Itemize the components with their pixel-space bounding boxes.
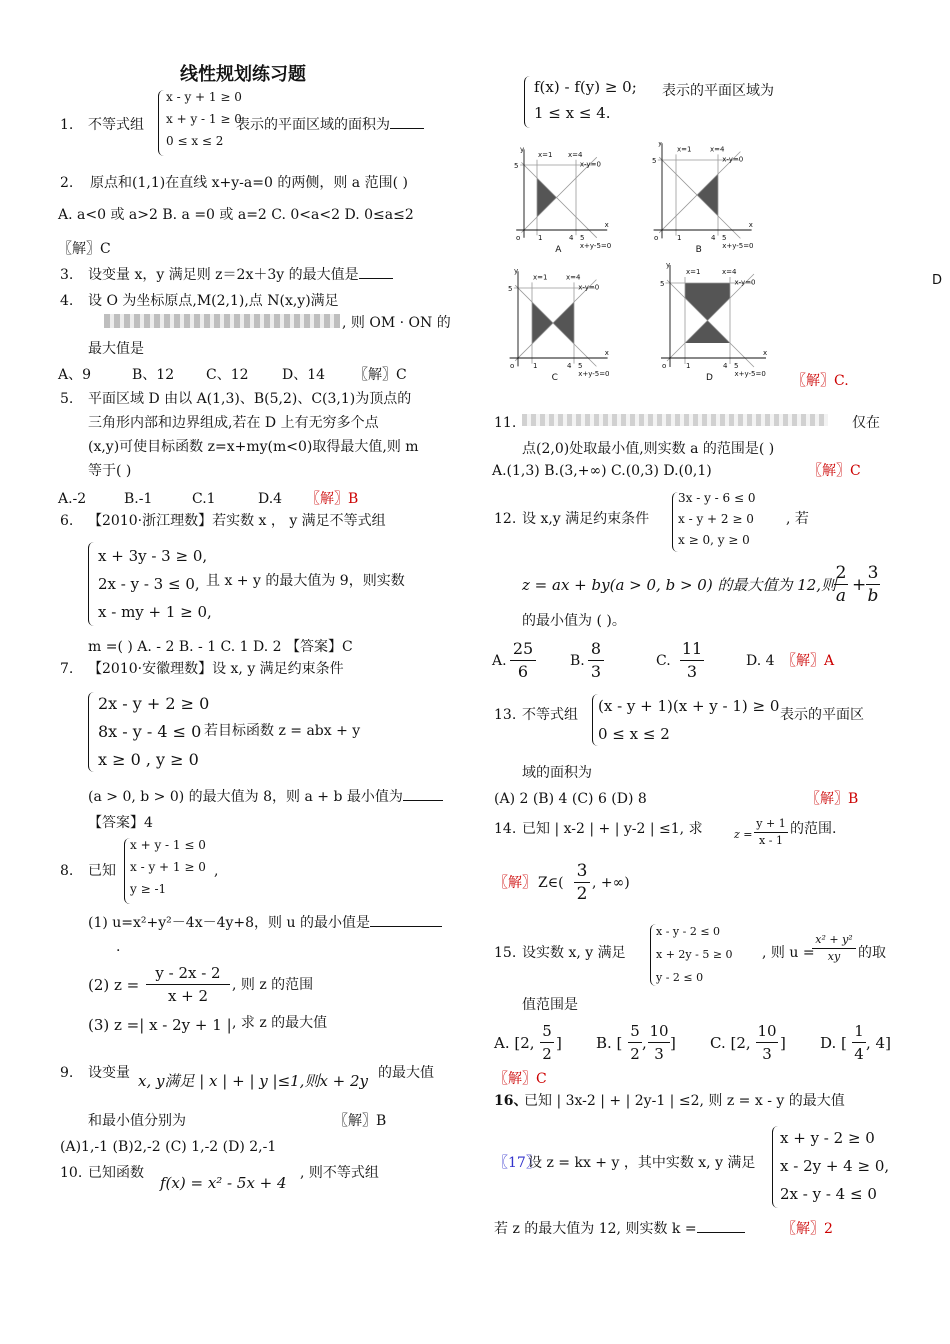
x-axis-label: x xyxy=(604,349,609,357)
q2-text: 原点和(1,1)在直线 x+y-a=0 的两侧，则 a 范围( ) xyxy=(90,175,408,191)
label-x1: x=1 xyxy=(686,268,701,276)
q15-number: 15. xyxy=(494,945,517,961)
graph-c xyxy=(490,262,624,386)
q15-option-b-fraction2: $\frac{10}{3}$ xyxy=(649,1022,669,1063)
x-axis-label: x xyxy=(604,221,609,229)
q14-answer-fraction: $\frac{3}{2}$ xyxy=(574,860,590,905)
tick-label-4: 4 xyxy=(723,362,728,370)
label-x4: x=4 xyxy=(568,151,583,160)
q11-number: 11. xyxy=(494,415,517,431)
q15-answer: 〖解〗C xyxy=(494,1071,547,1087)
origin-label: o xyxy=(654,234,659,242)
q7-head: 【2010·安徽理数】设 x, y 满足约束条件 xyxy=(88,661,344,677)
line-x-plus-y-5 xyxy=(659,157,740,238)
tick-label-1: 1 xyxy=(533,362,538,370)
q15-option-a-label: A. [2, xyxy=(494,1034,535,1052)
q5-line4: 等于( ) xyxy=(88,463,132,479)
q15-option-c-fraction: $\frac{10}{3}$ xyxy=(757,1022,777,1063)
q12-fraction-a: $\frac{2}{a}$ xyxy=(835,563,847,606)
line-x-minus-y xyxy=(659,152,740,233)
region-fill xyxy=(532,302,553,344)
q14-post: 的范围. xyxy=(790,821,837,837)
q12-system: 3x - y - 6 ≤ 0 x - y + 2 ≥ 0 x ≥ 0, y ≥ 0 xyxy=(678,491,756,547)
tick-label-5: 5 xyxy=(578,362,583,370)
line-x-minus-y xyxy=(521,157,596,232)
q7-system: 2x - y + 2 ≥ 0 8x - y - 4 ≤ 0 x ≥ 0 , y ≥ 0 xyxy=(98,694,210,769)
q1-tail: 表示的平面区域的面积为 xyxy=(236,116,424,134)
graph-a xyxy=(496,142,624,254)
q5-option-c: C.1 xyxy=(192,491,216,507)
q8-part3-expr: (3) z =| x - 2y + 1 | xyxy=(88,1016,232,1034)
q8-pre: 已知 xyxy=(88,863,116,879)
tick-label-5: 5 xyxy=(722,234,727,242)
x-axis-label: x xyxy=(748,221,753,229)
q8-part1: (1) u=x²+y²－4x－4y+8，则 u 的最小值是 xyxy=(88,914,442,932)
q15-option-b-comma: , xyxy=(642,1034,647,1052)
q10-brace xyxy=(524,76,532,128)
label-x-minus-y: x-y=0 xyxy=(578,283,600,292)
q17-system: x + y - 2 ≥ 0 x - 2y + 4 ≥ 0, 2x - y - 4 ≤ 0 xyxy=(780,1129,890,1203)
q11-line2: 点(2,0)处取最小值,则实数 a 的范围是( ) xyxy=(522,441,775,457)
tick-label-y5: 5 xyxy=(514,162,519,170)
q4-option-d: D、14 xyxy=(282,367,326,383)
graph-d xyxy=(636,262,786,386)
q5-line3: (x,y)可使目标函数 z=x+my(m<0)取得最大值,则 m xyxy=(88,439,419,455)
q8-post: , xyxy=(214,863,219,879)
q15-option-d-label: D. [ xyxy=(820,1034,847,1052)
q14-z: z = xyxy=(734,828,753,841)
y-axis-label: y xyxy=(666,262,671,269)
q5-number: 5. xyxy=(60,391,74,407)
q12-fraction-b: $\frac{3}{b}$ xyxy=(867,563,879,606)
q12-post: , 若 xyxy=(786,511,809,527)
q13-pre: 不等式组 xyxy=(522,707,578,723)
line-x-plus-y-5 xyxy=(515,285,596,366)
region-fill xyxy=(685,321,730,344)
q15-option-a-fraction: $\frac{5}{2}$ xyxy=(540,1020,554,1065)
q15-fraction: $\frac{\text{x² + y²}}{xy}$ xyxy=(812,932,856,965)
label-x-plus-y-5: x+y-5=0 xyxy=(734,370,766,378)
q7-mid: 若目标函数 z = abx + y xyxy=(204,723,361,739)
q9-post: 的最大值 xyxy=(378,1065,434,1081)
region-fill xyxy=(697,174,718,216)
q5-answer: 〖解〗B xyxy=(306,491,359,507)
q9-options: (A)1,-1 (B)2,-2 (C) 1,-2 (D) 2,-1 xyxy=(60,1139,277,1155)
q12-option-a-label: A. xyxy=(492,653,507,669)
q15-option-c-label: C. [2, xyxy=(710,1034,751,1052)
q2-answer: 〖解〗C xyxy=(58,241,111,257)
q7-answer: 【答案】4 xyxy=(88,815,153,831)
y-axis-label: y xyxy=(658,142,663,148)
q5-option-d: D.4 xyxy=(258,491,283,507)
label-x-plus-y-5: x+y-5=0 xyxy=(579,242,612,250)
q14-text: 已知 | x-2 | + | y-2 | ≤1, 求 xyxy=(522,821,703,837)
page-title: 线性规划练习题 xyxy=(180,64,306,85)
q10-system: f(x) - f(y) ≥ 0; 1 ≤ x ≤ 4. xyxy=(534,78,637,122)
q4-blurred-system xyxy=(104,314,340,328)
q4-option-b: B、12 xyxy=(132,367,175,383)
q15-mid: , 则 u = xyxy=(762,945,815,961)
q11-blurred-system xyxy=(522,414,828,426)
q5-line2: 三角形内部和边界组成,若在 D 上有无穷多个点 xyxy=(88,415,379,431)
q4-text: 设 O 为坐标原点,M(2,1),点 N(x,y)满足 xyxy=(88,293,339,309)
q5-option-b: B.-1 xyxy=(124,491,153,507)
label-x-plus-y-5: x+y-5=0 xyxy=(722,242,754,250)
label-x-minus-y: x-y=0 xyxy=(579,160,601,169)
tick-label-1: 1 xyxy=(677,234,682,242)
q1-brace xyxy=(158,90,165,156)
q14-answer-label: 〖解〗 xyxy=(494,875,536,891)
tick-label-5: 5 xyxy=(580,234,585,242)
q1-system: x - y + 1 ≥ 0 x + y - 1 ≥ 0 0 ≤ x ≤ 2 xyxy=(166,90,242,148)
q10-text: 已知函数 xyxy=(88,1165,144,1181)
q9-expr: x, y满足 | x | + | y |≤1,则x + 2y xyxy=(138,1072,369,1090)
tick-label-y5: 5 xyxy=(652,157,657,165)
q12-option-a-fraction: $\frac{25}{6}$ xyxy=(510,638,536,683)
origin-label: o xyxy=(516,234,521,242)
q8-dot: . xyxy=(116,939,121,955)
q2-options: A. a<0 或 a>2 B. a =0 或 a=2 C. 0<a<2 D. 0≤a≤2 xyxy=(58,207,414,223)
tick-label-y5: 5 xyxy=(508,285,513,293)
q9-answer: 〖解〗B xyxy=(334,1113,387,1129)
q8-part2-label: (2) z = xyxy=(88,976,140,994)
graph-letter: C xyxy=(551,373,558,383)
q13-answer: 〖解〗B xyxy=(806,791,859,807)
label-x4: x=4 xyxy=(722,268,737,276)
q12-option-b-label: B. xyxy=(570,653,585,669)
q6-tail: m =( ) A. - 2 B. - 1 C. 1 D. 2 【答案】C xyxy=(88,639,353,655)
q17-answer: 〖解〗2 xyxy=(782,1221,833,1237)
q6-head: 【2010·浙江理数】若实数 x ， y 满足不等式组 xyxy=(88,513,386,529)
tick-label-5: 5 xyxy=(734,362,739,370)
label-x1: x=1 xyxy=(538,151,553,160)
label-x-minus-y: x-y=0 xyxy=(722,155,744,164)
q1-text: 不等式组 xyxy=(88,117,144,133)
q4-answer: 〖解〗C xyxy=(354,367,407,383)
q4-number: 4. xyxy=(60,293,74,309)
q15-option-c-close: ] xyxy=(780,1034,786,1052)
q14-fraction: $\frac{y + 1}{x - 1}$ xyxy=(754,816,788,849)
q6-brace xyxy=(88,542,96,626)
tick-label-4: 4 xyxy=(567,362,572,370)
q15-option-b-fraction1: $\frac{5}{2}$ xyxy=(628,1020,642,1065)
x-axis-label: x xyxy=(763,349,768,357)
tick-label-1: 1 xyxy=(686,362,691,370)
q10-number: 10. xyxy=(60,1165,83,1181)
q17-line2: 若 z 的最大值为 12, 则实数 k = xyxy=(494,1220,745,1238)
region-fill xyxy=(537,178,557,217)
q13-system: (x - y + 1)(x + y - 1) ≥ 0 0 ≤ x ≤ 2 xyxy=(598,697,780,743)
q8-part3-tail: , 求 z 的最大值 xyxy=(232,1015,328,1031)
q17-number: 〖17〗 xyxy=(494,1155,540,1171)
graph-b xyxy=(630,142,770,254)
tick-label-4: 4 xyxy=(711,234,716,242)
q9-line2: 和最小值分别为 xyxy=(88,1113,186,1129)
q15-post: 的取 xyxy=(858,945,886,961)
q14-number: 14. xyxy=(494,821,517,837)
q12-answer: 〖解〗A xyxy=(782,653,835,669)
q15-text: 设实数 x, y 满足 xyxy=(522,945,626,961)
q17-brace xyxy=(772,1126,780,1208)
q12-option-c-fraction: $\frac{11}{3}$ xyxy=(681,639,703,681)
q11-options: A.(1,3) B.(3,+∞) C.(0,3) D.(0,1) xyxy=(492,463,712,479)
tick-label-y5: 5 xyxy=(660,280,665,288)
q7-brace xyxy=(88,692,96,772)
q12-plus: + xyxy=(852,575,867,595)
line-x-plus-y-5 xyxy=(521,162,596,237)
q5-option-a: A.-2 xyxy=(58,491,87,507)
q1-number: 1. xyxy=(60,117,74,133)
q4-option-c: C、12 xyxy=(206,367,249,383)
q6-mid: 且 x + y 的最大值为 9，则实数 xyxy=(206,573,405,589)
q16-text: 已知 | 3x-2 | + | 2y-1 | ≤2, 则 z = x - y 的最大值 xyxy=(524,1093,845,1109)
q8-number: 8. xyxy=(60,863,74,879)
q15-option-a-close: ] xyxy=(556,1034,562,1052)
q12-text: 设 x,y 满足约束条件 xyxy=(522,511,650,527)
graph-letter: A xyxy=(555,245,562,254)
q17-text: 设 z = kx + y ，其中实数 x, y 满足 xyxy=(528,1155,756,1171)
q15-line2: 值范围是 xyxy=(522,997,578,1013)
q14-answer-close: , +∞) xyxy=(592,875,630,891)
q7-number: 7. xyxy=(60,661,74,677)
q12-line3: 的最小值为 ( )。 xyxy=(522,613,626,629)
y-axis-label: y xyxy=(520,145,525,154)
tick-label-1: 1 xyxy=(538,234,543,242)
q12-line2: z = ax + by(a > 0, b > 0) 的最大值为 12,则 xyxy=(522,576,837,594)
region-fill xyxy=(553,302,574,344)
q2-number: 2. xyxy=(60,175,74,191)
line-x-minus-y xyxy=(515,280,596,361)
label-x-plus-y-5: x+y-5=0 xyxy=(578,370,610,378)
tick-label-4: 4 xyxy=(569,234,574,242)
q11-answer: 〖解〗C xyxy=(808,463,861,479)
q8-part2-tail: , 则 z 的范围 xyxy=(232,977,314,993)
q9-number: 9. xyxy=(60,1065,74,1081)
q8-part2-fraction: $\frac{y - 2x - 2}{x + 2}$ xyxy=(146,962,230,1007)
q10-system-post: 表示的平面区域为 xyxy=(662,83,774,99)
q4-option-a: A、9 xyxy=(58,367,92,383)
q10-expr: f(x) = x² - 5x + 4 xyxy=(160,1174,287,1192)
q6-number: 6. xyxy=(60,513,74,529)
q15-option-d-fraction: $\frac{1}{4}$ xyxy=(852,1020,866,1065)
label-x-minus-y: x-y=0 xyxy=(734,278,756,287)
origin-label: o xyxy=(510,362,515,370)
q12-option-b-fraction: $\frac{8}{3}$ xyxy=(588,638,604,683)
q13-post: 表示的平面区 xyxy=(780,707,864,723)
q12-number: 12. xyxy=(494,511,517,527)
q8-system: x + y - 1 ≤ 0 x - y + 1 ≥ 0 y ≥ -1 xyxy=(130,838,206,896)
q3-number: 3. xyxy=(60,267,74,283)
label-x1: x=1 xyxy=(677,145,692,154)
label-x4: x=4 xyxy=(566,273,581,282)
q10-answer: 〖解〗C. xyxy=(792,373,849,389)
q12-option-d: D. 4 xyxy=(746,653,775,669)
q13-number: 13. xyxy=(494,707,517,723)
q15-option-d-close: , 4] xyxy=(866,1034,891,1052)
q13-line2: 域的面积为 xyxy=(522,765,592,781)
q15-system: x - y - 2 ≤ 0 x + 2y - 5 ≥ 0 y - 2 ≤ 0 xyxy=(656,925,733,984)
q6-system: x + 3y - 3 ≥ 0, 2x - y - 3 ≤ 0, x - my + 1 ≥ 0, xyxy=(98,547,212,621)
q15-option-b-label: B. [ xyxy=(596,1034,623,1052)
q12-option-c-label: C. xyxy=(656,653,671,669)
q5-line1: 平面区域 D 由以 A(1,3)、B(5,2)、C(3,1)为顶点的 xyxy=(88,391,412,407)
q11-tail: 仅在 xyxy=(852,415,880,431)
q10-post: , 则不等式组 xyxy=(300,1165,379,1181)
origin-label: o xyxy=(662,362,667,370)
q14-answer-open: Z∈( xyxy=(538,875,564,891)
q16-number: 16、 xyxy=(494,1093,528,1109)
edge-letter: D xyxy=(932,273,943,288)
region-fill xyxy=(685,298,730,321)
y-axis-label: y xyxy=(514,267,519,276)
label-x4: x=4 xyxy=(710,145,725,154)
label-x1: x=1 xyxy=(533,273,548,282)
q15-option-b-close: ] xyxy=(670,1034,676,1052)
q4-text2: 最大值是 xyxy=(88,341,144,357)
q7-line2: (a > 0, b > 0) 的最大值为 8，则 a + b 最小值为 xyxy=(88,788,443,806)
q3-text: 设变量 x，y 满足则 z＝2x＋3y 的最大值是 xyxy=(88,266,393,284)
graph-letter: B xyxy=(695,245,702,254)
region-fill xyxy=(685,283,730,298)
q4-vector-text: , 则 OM · ON 的 xyxy=(342,315,451,331)
q13-options: (A) 2 (B) 4 (C) 6 (D) 8 xyxy=(494,791,647,807)
graph-letter: D xyxy=(706,373,713,383)
q9-text: 设变量 xyxy=(88,1065,130,1081)
